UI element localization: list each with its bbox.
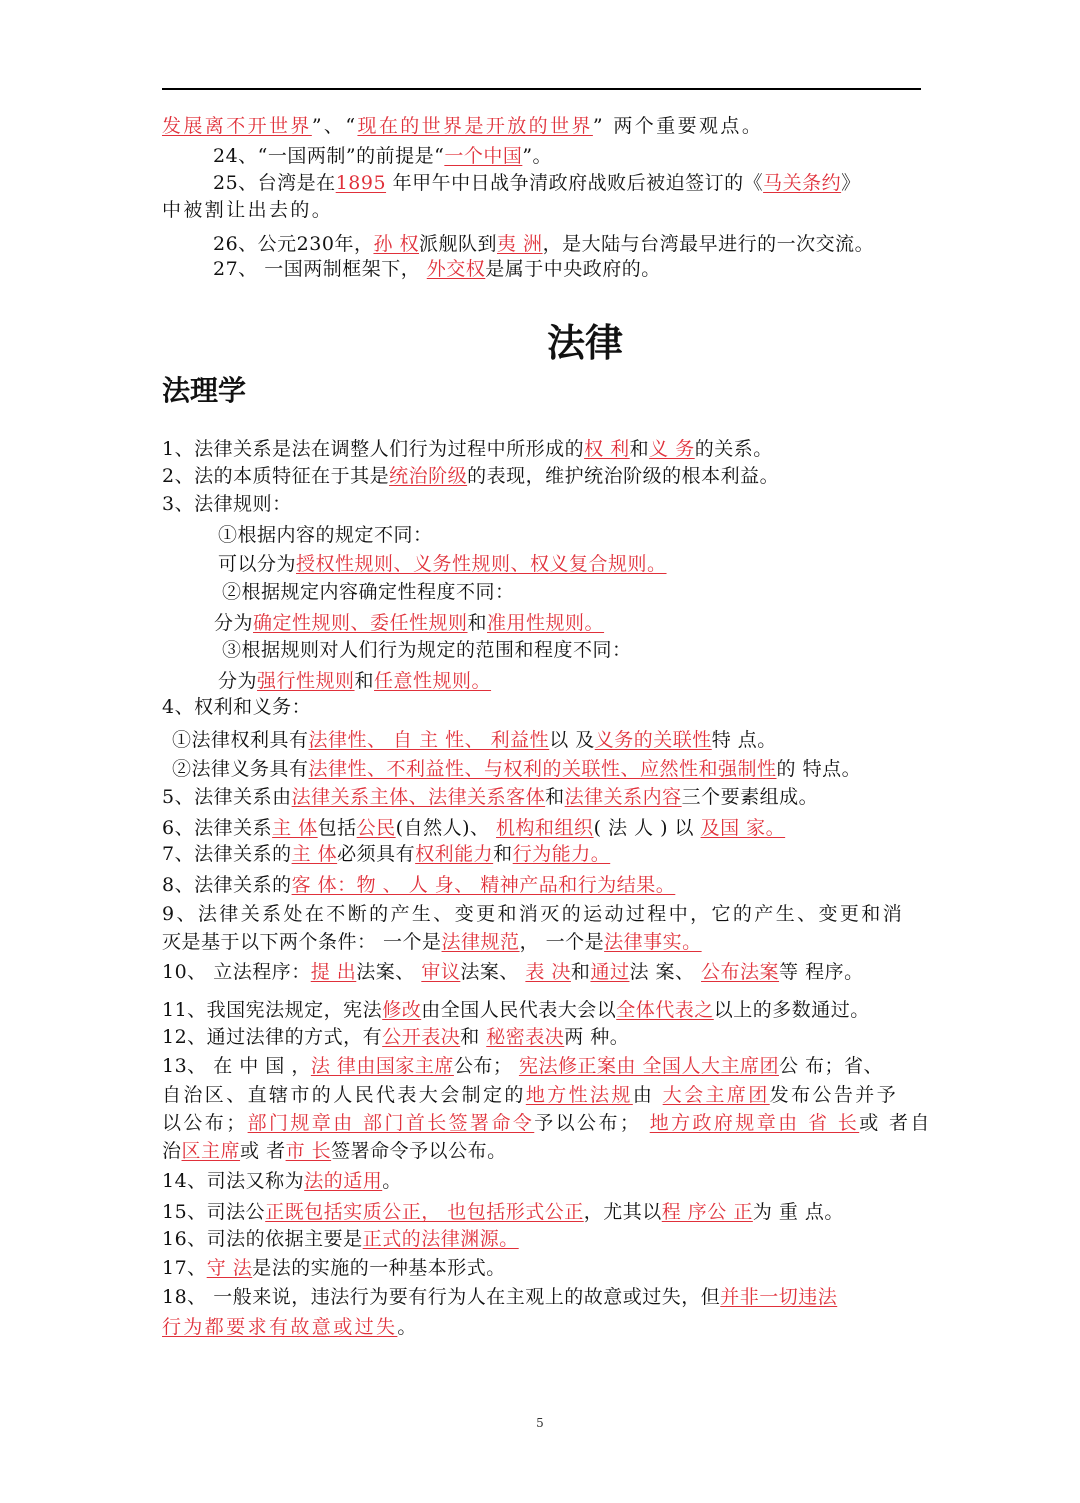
text-line: 11、我国宪法规定，宪法修改由全国人民代表大会以全体代表之以上的多数通过。: [162, 999, 870, 1021]
text-line: 24、“一国两制”的前提是“一个中国”。: [213, 145, 553, 167]
text-line: ①根据内容的规定不同：: [218, 524, 433, 546]
page-title: 法律: [546, 321, 623, 365]
text-line: 5、法律关系由法律关系主体、法律关系客体和法律关系内容三个要素组成。: [162, 786, 819, 808]
text-line: 1、法律关系是法在调整人们行为过程中所形成的权 利和义 务的关系。: [162, 438, 773, 460]
text-line: 发展离不开世界”、“现在的世界是开放的世界” 两个重要观点。: [162, 115, 764, 137]
text-line: 自治区、直辖市的人民代表大会制定的地方性法规由 大会主席团发布公告并予: [162, 1084, 899, 1106]
text-line: ②法律义务具有法律性、不利益性、与权利的关联性、应然性和强制性的 特点。: [172, 758, 862, 780]
text-line: 13、 在 中 国 ，法 律由国家主席公布； 宪法修正案由 全国人大主席团公 布；省、: [162, 1055, 884, 1077]
text-line: 2、法的本质特征在于其是统治阶级的表现，维护统治阶级的根本利益。: [162, 465, 780, 487]
text-line: 7、法律关系的主 体必须具有权利能力和行为能力。: [162, 843, 611, 865]
text-line: 17、守 法是法的实施的一种基本形式。: [162, 1257, 506, 1279]
text-line: 14、司法又称为法的适用。: [162, 1170, 402, 1192]
text-line: 27、 一国两制框架下， 外交权是属于中央政府的。: [213, 258, 661, 280]
text-line: ②根据规定内容确定性程度不同：: [222, 581, 515, 603]
text-line: 3、法律规则：: [162, 493, 292, 515]
text-line: 分为确定性规则、委任性规则和准用性规则。: [214, 612, 605, 634]
section-heading: 法理学: [162, 374, 247, 407]
text-line: 12、通过法律的方式，有公开表决和 秘密表决两 种。: [162, 1026, 630, 1048]
text-line: 灭是基于以下两个条件： 一个是法律规范， 一个是法律事实。: [162, 931, 702, 953]
text-line: ③根据规则对人们行为规定的范围和程度不同：: [222, 639, 632, 661]
text-line: 6、法律关系主 体包括公民(自然人)、 机构和组织( 法 人 ) 以 及国 家。: [162, 817, 786, 839]
text-line: 治区主席或 者市 长签署命令予以公布。: [162, 1140, 507, 1162]
text-line: 行为都要求有故意或过失。: [162, 1316, 419, 1338]
text-line: 25、台湾是在1895 年甲午中日战争清政府战败后被迫签订的《马关条约》: [213, 172, 861, 194]
text-line: 分为强行性规则和任意性规则。: [218, 670, 492, 692]
text-line: 中被割让出去的。: [162, 199, 334, 221]
text-line: 10、 立法程序：提 出法案、 审议法案、 表 决和通过法 案、 公布法案等 程序。: [162, 961, 864, 983]
text-line: 8、法律关系的客 体：物 、 人 身、 精神产品和行为结果。: [162, 874, 676, 896]
text-line: 18、 一般来说，违法行为要有行为人在主观上的故意或过失，但并非一切违法: [162, 1286, 838, 1308]
header-rule: [162, 88, 921, 90]
text-line: 15、司法公正既包括实质公正， 也包括形式公正，尤其以程 序公 正为 重 点。: [162, 1201, 844, 1223]
text-line: 26、公元230年，孙 权派舰队到夷 洲，是大陆与台湾最早进行的一次交流。: [213, 233, 875, 255]
page-number: 5: [536, 1416, 544, 1430]
text-line: 16、司法的依据主要是正式的法律渊源。: [162, 1228, 519, 1250]
text-line: 可以分为授权性规则、义务性规则、权义复合规则。: [218, 553, 667, 575]
text-line: 4、权利和义务：: [162, 696, 312, 718]
text-line: 9、法律关系处在不断的产生、变更和消灭的运动过程中，它的产生、变更和消: [162, 903, 905, 925]
text-line: 以公布；部门规章由 部门首长签署命令予以公布； 地方政府规章由 省 长或 者自: [162, 1112, 932, 1134]
text-line: ①法律权利具有法律性、 自 主 性、 利益性以 及义务的关联性特 点。: [172, 729, 777, 751]
